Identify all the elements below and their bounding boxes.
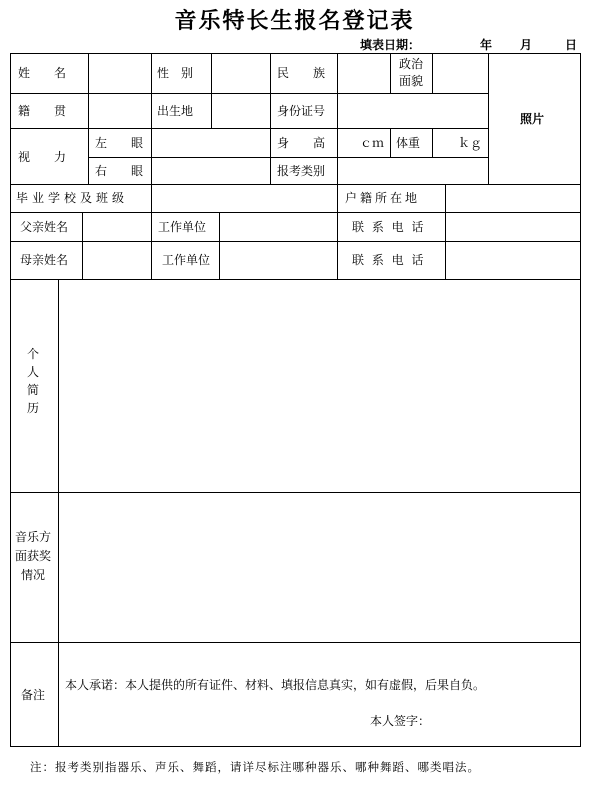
exam-category-label: 报考类别 — [277, 164, 326, 178]
height-label: 身 高 — [277, 136, 326, 150]
weight-label: 体重 — [396, 136, 421, 150]
name-label: 姓 名 — [18, 66, 67, 80]
form-title: 音乐特长生报名登记表 — [174, 8, 415, 34]
mother-name-label: 母亲姓名 — [20, 253, 69, 267]
mother-work-label: 工作单位 — [162, 253, 211, 267]
political-label: 政治面貌 — [398, 57, 423, 88]
pledge-text: 本人承诺：本人提供的所有证件、材料、填报信息真实，如有虚假，后果自负。 — [65, 678, 486, 692]
fill-date-day: 日 — [565, 38, 578, 52]
father-name-label: 父亲姓名 — [20, 220, 69, 234]
id-number-label: 身份证号 — [277, 104, 326, 118]
fill-date-month: 月 — [520, 38, 533, 52]
mother-phone-label: 联 系 电 话 — [352, 253, 426, 267]
father-phone-label: 联 系 电 话 — [352, 220, 426, 234]
household-label: 户籍所在地 — [345, 191, 421, 205]
footnote: 注：报考类别指器乐、声乐、舞蹈，请详尽标注哪种器乐、哪种舞蹈、哪类唱法。 — [30, 760, 480, 774]
fill-date-label: 填表日期： — [360, 38, 421, 52]
kg-unit: ｋｇ — [458, 136, 483, 150]
right-eye-label: 右 眼 — [95, 164, 144, 178]
ethnicity-label: 民 族 — [277, 66, 326, 80]
photo-label: 照片 — [520, 112, 545, 126]
signature-label: 本人签字： — [370, 714, 431, 728]
school-class-label: 毕业学校及班级 — [16, 191, 129, 205]
left-eye-label: 左 眼 — [95, 136, 144, 150]
native-place-label: 籍 贯 — [18, 104, 67, 118]
fill-date-year: 年 — [480, 38, 493, 52]
awards-label: 音乐方面获奖情况 — [14, 530, 51, 582]
cm-unit: ｃｍ — [360, 136, 385, 150]
vision-label: 视 力 — [18, 150, 67, 164]
birthplace-label: 出生地 — [157, 104, 194, 118]
father-work-label: 工作单位 — [158, 220, 207, 234]
gender-label: 性 别 — [157, 66, 194, 80]
remarks-label: 备注 — [21, 688, 46, 702]
resume-label: 个人简历 — [26, 347, 39, 415]
